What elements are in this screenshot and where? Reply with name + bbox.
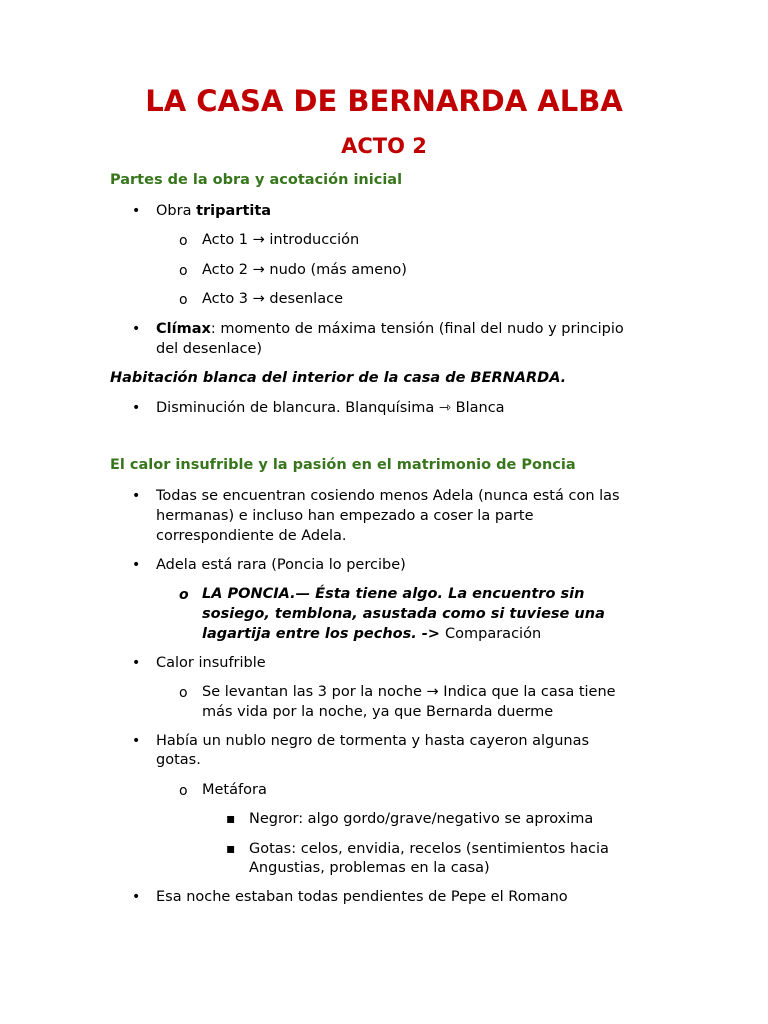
sub-bullet-marker: o [179,587,189,603]
act-subtitle: ACTO 2 [341,134,427,158]
list-item-pepe: Esa noche estaban todas pendientes de Pepe el Romano [156,889,568,905]
comparacion-label: Comparación [445,626,542,642]
bullet-marker: • [132,733,141,749]
sub-bullet-marker: o [179,783,188,799]
list-item-levantan-cont: más vida por la noche, ya que Bernarda duerme [202,704,554,720]
list-item-climax [156,319,624,339]
list-item-acto2: Acto 2 → nudo (más ameno) [202,262,407,278]
sub-bullet-marker: o [179,263,188,279]
list-item-adela: Adela está rara (Poncia lo percibe) [156,557,406,573]
quote-poncia-cont [202,624,541,644]
bullet-marker: • [132,557,141,573]
quote-poncia: LA PONCIA.— Ésta tiene algo. La encuentro sin [202,586,585,602]
climax-term: Clímax [156,321,211,337]
list-item-gotas-cont: Angustias, problemas en la casa) [249,860,490,876]
square-bullet-marker: ▪ [226,811,236,827]
sub-bullet-marker: o [179,233,188,249]
list-item-todas-cont: correspondiente de Adela. [156,528,347,544]
list-item-obra [156,201,271,221]
list-item-climax-cont: del desenlace) [156,341,263,357]
bullet-marker: • [132,655,141,671]
list-item-negror: Negror: algo gordo/grave/negativo se aproxima [249,811,594,827]
list-item-acto1: Acto 1 → introducción [202,232,360,248]
quote-text: lagartija entre los pechos. -> [202,626,446,642]
list-item-nublo-cont: gotas. [156,752,201,768]
climax-definition: : momento de máxima tensión (final del nudo y principio [210,321,624,337]
list-item-levantan: Se levantan las 3 por la noche → Indica que la casa tiene [202,684,616,700]
stage-direction: Habitación blanca del interior de la casa de BERNARDA. [110,370,567,386]
list-item-gotas: Gotas: celos, envidia, recelos (sentimientos hacia [249,841,609,857]
list-item-metafora: Metáfora [202,782,267,798]
bullet-marker: • [132,889,141,905]
quote-poncia-cont: sosiego, temblona, asustada como si tuviese una [202,606,605,622]
list-item-todas: Todas se encuentran cosiendo menos Adela (nunca está con las [156,488,620,504]
section-heading-partes: Partes de la obra y acotación inicial [110,172,403,188]
list-item-acto3: Acto 3 → desenlace [202,291,343,307]
tripartita-text: tripartita [196,203,272,219]
bullet-marker: • [132,488,141,504]
square-bullet-marker: ▪ [226,841,236,857]
bullet-marker: • [132,203,141,219]
section-heading-calor: El calor insufrible y la pasión en el matrimonio de Poncia [110,457,576,473]
list-item-blancura: Disminución de blancura. Blanquísima ⇾ Blanca [156,400,505,416]
document-title: LA CASA DE BERNARDA ALBA [145,84,623,118]
bullet-marker: • [132,321,141,337]
sub-bullet-marker: o [179,685,188,701]
list-item-calor: Calor insufrible [156,655,266,671]
bullet-marker: • [132,400,141,416]
list-item-nublo: Había un nublo negro de tormenta y hasta cayeron algunas [156,733,590,749]
obra-text: Obra [156,203,197,219]
list-item-todas-cont: hermanas) e incluso han empezado a coser la parte [156,508,534,524]
sub-bullet-marker: o [179,292,188,308]
